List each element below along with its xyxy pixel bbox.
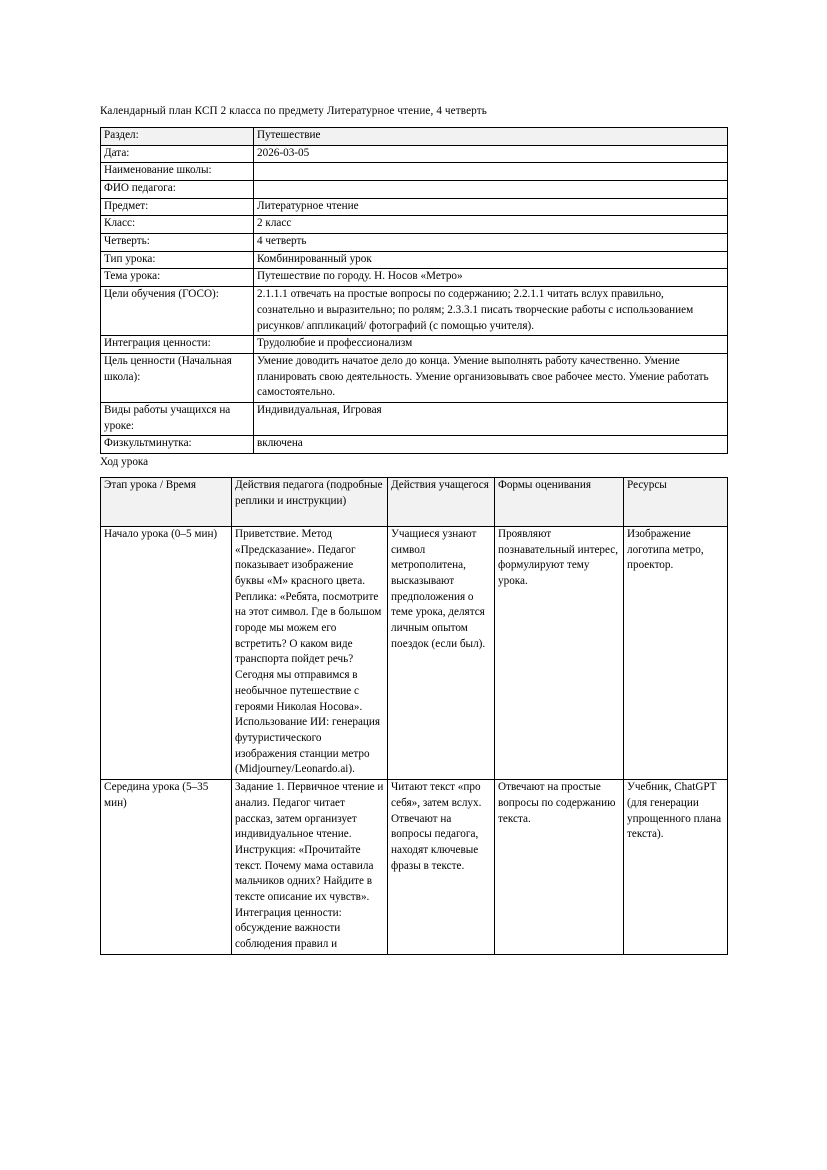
table-row	[101, 526, 728, 779]
table-row	[101, 403, 728, 436]
plan-cell-student-actions: Читают текст «про себя», затем вслух. Отвечают на вопросы педагога, находят ключевые фразы в тексте.	[388, 780, 495, 955]
info-row-label: Виды работы учащихся на уроке:	[101, 403, 254, 436]
plan-cell-stage: Начало урока (0–5 мин)	[101, 526, 232, 779]
info-row-value: Путешествие по городу. Н. Носов «Метро»	[254, 269, 728, 287]
info-row-label: Цели обучения (ГОСО):	[101, 287, 254, 336]
info-row-value: 2.1.1.1 отвечать на простые вопросы по содержанию; 2.2.1.1 читать вслух правильно, сознательно и выразительно; по ролям; 2.3.3.1 писать творческие работы с использованием рисунков/ аппликаций/ фотографий (с помощью учителя).	[254, 287, 728, 336]
table-row	[101, 127, 728, 145]
lesson-info-body	[101, 127, 728, 453]
plan-cell-teacher-actions: Задание 1. Первичное чтение и анализ. Педагог читает рассказ, затем организует индивидуальное чтение. Инструкция: «Прочитайте текст. Почему мама оставила мальчиков одних? Найдите в тексте описание их чувств». Интеграция ценности: обсуждение важности соблюдения правил и	[232, 780, 388, 955]
info-row-label: Интеграция ценности:	[101, 336, 254, 354]
info-row-value: Комбинированный урок	[254, 251, 728, 269]
column-header-assessment: Формы оценивания	[495, 477, 624, 526]
info-row-value: 4 четверть	[254, 234, 728, 252]
info-row-value: Индивидуальная, Игровая	[254, 403, 728, 436]
info-row-value: 2026-03-05	[254, 145, 728, 163]
table-row	[101, 336, 728, 354]
info-row-label: Четверть:	[101, 234, 254, 252]
info-row-label: Дата:	[101, 145, 254, 163]
table-row	[101, 287, 728, 336]
info-row-label: Раздел:	[101, 127, 254, 145]
info-row-value: включена	[254, 436, 728, 454]
table-row	[101, 269, 728, 287]
plan-cell-resources: Учебник, ChatGPT (для генерации упрощенного плана текста).	[624, 780, 728, 955]
info-row-value: 2 класс	[254, 216, 728, 234]
info-row-label: Класс:	[101, 216, 254, 234]
plan-cell-assessment: Отвечают на простые вопросы по содержанию текста.	[495, 780, 624, 955]
table-row	[101, 145, 728, 163]
column-header-student-actions: Действия учащегося	[388, 477, 495, 526]
info-row-label: Предмет:	[101, 198, 254, 216]
info-row-label: Физкультминутка:	[101, 436, 254, 454]
plan-cell-teacher-actions: Приветствие. Метод «Предсказание». Педагог показывает изображение буквы «М» красного цвета. Реплика: «Ребята, посмотрите на этот символ. Где в большом городе мы можем его встретить? О каком виде транспорта пойдет речь? Сегодня мы отправимся в необычное путешествие с героями Николая Носова». Использование ИИ: генерация футуристического изображения станции метро (Midjourney/Leonardo.ai).	[232, 526, 388, 779]
info-row-label: ФИО педагога:	[101, 180, 254, 198]
table-row	[101, 353, 728, 402]
table-row	[101, 234, 728, 252]
info-row-label: Тема урока:	[101, 269, 254, 287]
info-row-value: Умение доводить начатое дело до конца. Умение выполнять работу качественно. Умение планировать свою деятельность. Умение организовывать свое рабочее место. Умение работать самостоятельно.	[254, 353, 728, 402]
table-row	[101, 251, 728, 269]
lesson-plan-header	[101, 477, 728, 526]
page-title: Календарный план КСП 2 класса по предмету Литературное чтение, 4 четверть	[100, 105, 487, 117]
info-row-value: Трудолюбие и профессионализм	[254, 336, 728, 354]
plan-cell-resources: Изображение логотипа метро, проектор.	[624, 526, 728, 779]
lesson-plan-table	[100, 477, 728, 955]
table-row	[101, 163, 728, 181]
section-caption: Ход урока	[100, 456, 149, 469]
table-row	[101, 216, 728, 234]
info-row-label: Наименование школы:	[101, 163, 254, 181]
column-header-resources: Ресурсы	[624, 477, 728, 526]
table-row	[101, 780, 728, 955]
table-row	[101, 180, 728, 198]
info-row-value	[254, 163, 728, 181]
info-row-value: Литературное чтение	[254, 198, 728, 216]
column-header-stage: Этап урока / Время	[101, 477, 232, 526]
table-header-row	[101, 477, 728, 526]
lesson-plan-body	[101, 526, 728, 954]
column-header-teacher-actions: Действия педагога (подробные реплики и инструкции)	[232, 477, 388, 526]
plan-cell-assessment: Проявляют познавательный интерес, формулируют тему урока.	[495, 526, 624, 779]
info-row-value: Путешествие	[254, 127, 728, 145]
info-row-label: Цель ценности (Начальная школа):	[101, 353, 254, 402]
info-row-label: Тип урока:	[101, 251, 254, 269]
plan-cell-stage: Середина урока (5–35 мин)	[101, 780, 232, 955]
lesson-info-table	[100, 127, 728, 454]
info-row-value	[254, 180, 728, 198]
plan-cell-student-actions: Учащиеся узнают символ метрополитена, высказывают предположения о теме урока, делятся личным опытом поездок (если был).	[388, 526, 495, 779]
table-row	[101, 436, 728, 454]
table-row	[101, 198, 728, 216]
